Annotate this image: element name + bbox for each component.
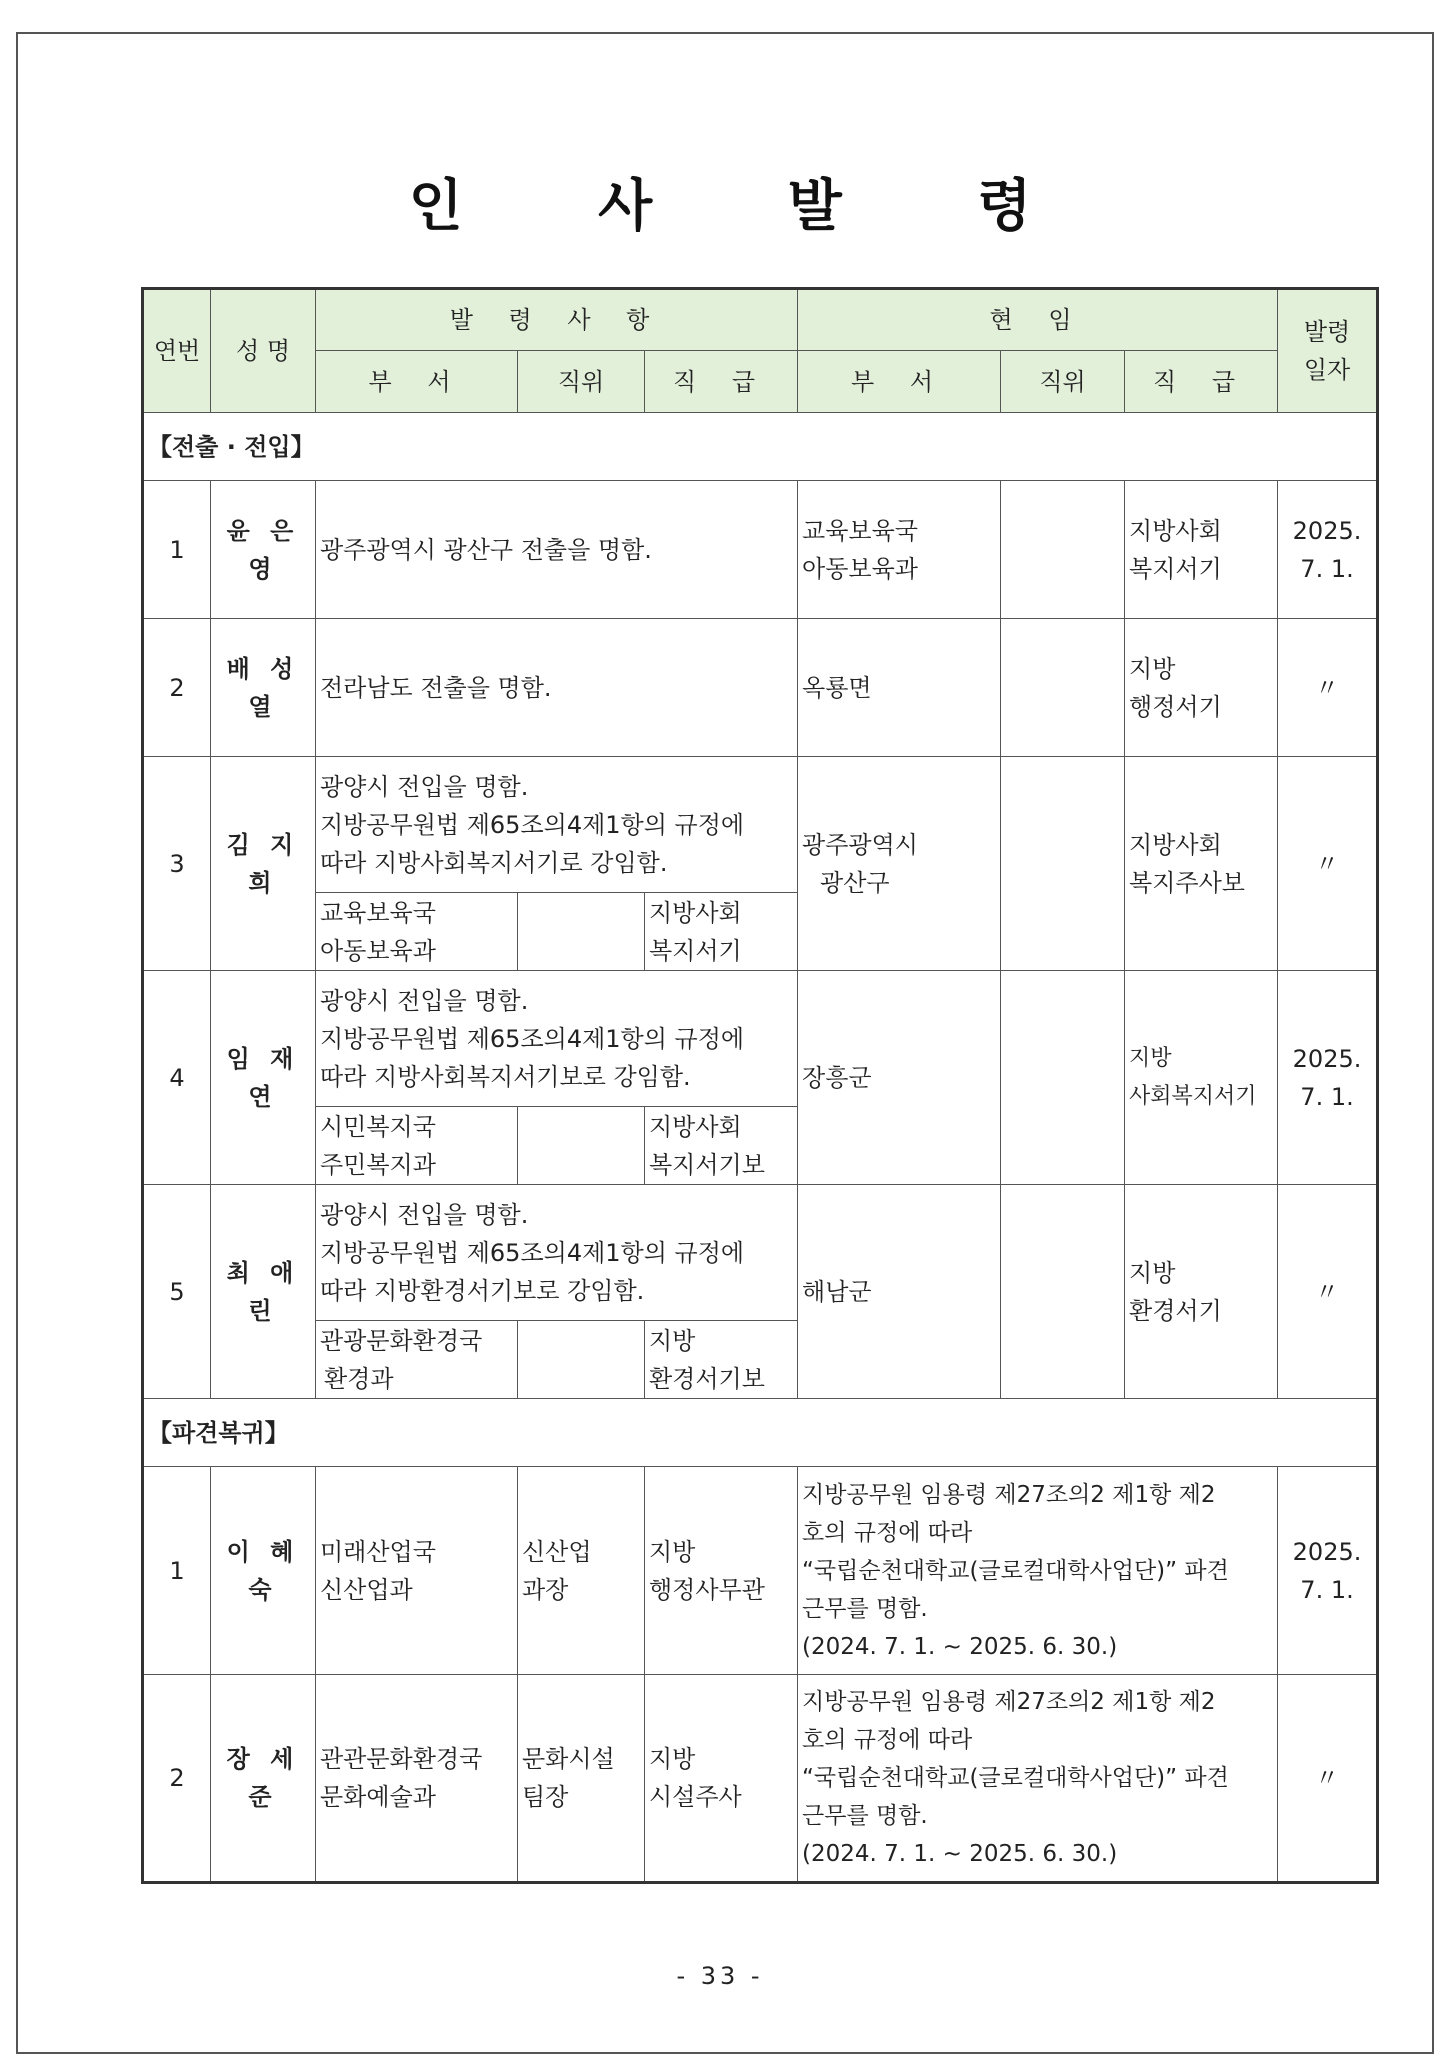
header-row-2 bbox=[143, 351, 1378, 413]
header-date: 발령 일자 bbox=[1278, 289, 1378, 413]
header-order: 발 령 사 항 bbox=[316, 289, 798, 351]
page-number: - 33 - bbox=[676, 1962, 764, 1990]
table-row: 5 최 애 린 광양시 전입을 명함. 지방공무원법 제65조의4제1항의 규정에 따라 지방환경서기보로 강임함. 해남군 지방 환경서기 〃 bbox=[143, 1185, 1378, 1321]
table-row: 3 김 지 희 광양시 전입을 명함. 지방공무원법 제65조의4제1항의 규정에 따라 지방사회복지서기로 강임함. 광주광역시 광산구 지방사회 복지주사보 〃 bbox=[143, 757, 1378, 893]
section-dispatch-return: 【파견복귀】 bbox=[143, 1399, 1378, 1467]
header-current-dept: 부 서 bbox=[798, 351, 1001, 413]
table-row: 1 이 혜 숙 미래산업국 신산업과 신산업 과장 지방 행정사무관 지방공무원 임용령 제27조의2 제1항 제2 호의 규정에 따라 “국립순천대학교(글로컬대학사업단)” 파견 근무를 명함. (2024. 7. 1. ~ 2025. 6. 30.) 2025. 7. 1. bbox=[143, 1467, 1378, 1675]
table-subrow: 관광문화환경국 환경과 지방 환경서기보 bbox=[143, 1321, 1378, 1399]
header-current: 현 임 bbox=[798, 289, 1278, 351]
header-order-dept: 부 서 bbox=[316, 351, 518, 413]
table-subrow: 시민복지국 주민복지과 지방사회 복지서기보 bbox=[143, 1107, 1378, 1185]
header-name: 성 명 bbox=[211, 289, 316, 413]
table-row: 2 장 세 준 관관문화환경국 문화예술과 문화시설 팀장 지방 시설주사 지방공무원 임용령 제27조의2 제1항 제2 호의 규정에 따라 “국립순천대학교(글로컬대학사업단)” 파견 근무를 명함. (2024. 7. 1. ~ 2025. 6. 30.) 〃 bbox=[143, 1675, 1378, 1883]
header-order-grade: 직 급 bbox=[645, 351, 798, 413]
header-order-position: 직위 bbox=[518, 351, 645, 413]
table-row: 4 임 재 연 광양시 전입을 명함. 지방공무원법 제65조의4제1항의 규정에 따라 지방사회복지서기보로 강임함. 장흥군 지방 사회복지서기 2025. 7. 1. bbox=[143, 971, 1378, 1107]
table-subrow: 교육보육국 아동보육과 지방사회 복지서기 bbox=[143, 893, 1378, 971]
header-current-position: 직위 bbox=[1001, 351, 1125, 413]
header-current-grade: 직 급 bbox=[1125, 351, 1278, 413]
document-title: 인 사 발 령 bbox=[408, 174, 1090, 239]
header-row-1 bbox=[143, 289, 1378, 351]
table-row: 2 배 성 열 전라남도 전출을 명함. 옥룡면 지방 행정서기 〃 bbox=[143, 619, 1378, 757]
personnel-order-table bbox=[141, 287, 1379, 1884]
header-no: 연번 bbox=[143, 289, 211, 413]
section-transfer: 【전출 · 전입】 bbox=[143, 413, 1378, 481]
table-row: 1 윤 은 영 광주광역시 광산구 전출을 명함. 교육보육국 아동보육과 지방사회 복지서기 2025. 7. 1. bbox=[143, 481, 1378, 619]
